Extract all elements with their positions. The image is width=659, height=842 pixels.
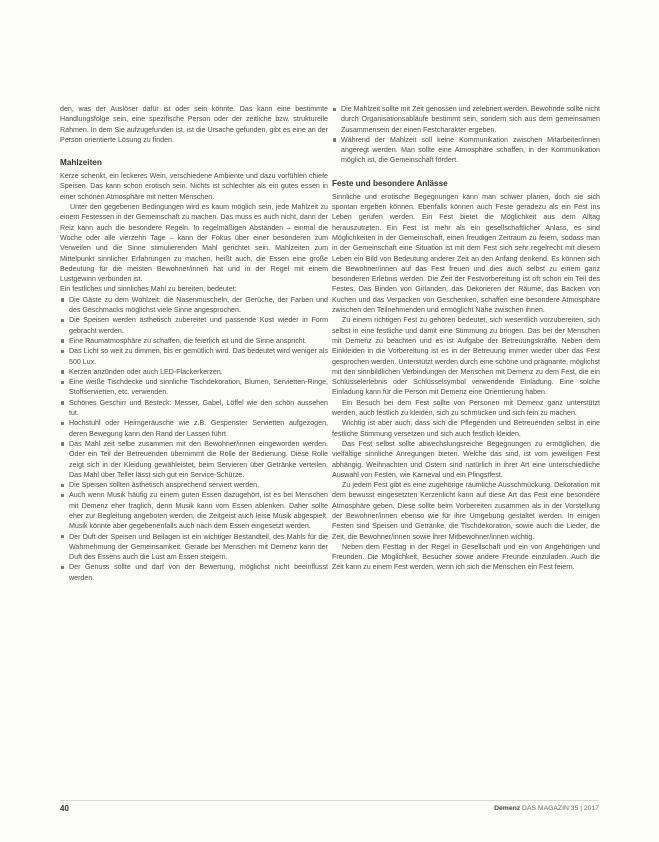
- list-item: Die Mahlzeit sollte mit Zeit genossen und zelebriert werden. Bewohnde sollte nicht durch Organisationsabläufe bestimmt sein, sondern sich aus dem gemeinsamen Zusammensein der einen Festcharakter ergeben.: [332, 104, 600, 135]
- feste-paragraph-5: Das Fest selbst sollte abwechslungsreiche Begegnungen zu ermöglichen, die vielfältige sinnliche Anregungen bieten. Welche das sind, ist vom jeweiligen Fest abhängig. Weihnachten und Ostern sind natürlich in ihrer Art eine unterschiedliche Auswahl von Festen, wie Karneval und ein Pfingstfest.: [332, 439, 600, 479]
- feste-paragraph-6: Zu jedem Fest gibt es eine zugehörige räumliche Ausschmückung. Dekoration mit dem bewusst eingesetzten Kerzenlicht kann auf diese Art das Fest eine besondere Atmosphäre geben. Diese sollte beim Vorbereiten zusammen als in der Vorstellung der Bewohner/innen ebenso wie für ihre Umgebung gestaltet werden. In einigen Festen sind Speisen und Getränke, die Tischdekoration, sowie auch die Lieder, die Zeit, die Bewohner/innen sowie ihrer Mitbewohner/innen wichtig.: [332, 481, 600, 541]
- list-item: Kerzen anzünden oder auch LED-Flackerkerzen.: [60, 367, 328, 377]
- magazine-issue: DAS MAGAZIN 35 | 2017: [522, 805, 599, 812]
- mahlzeiten-paragraph-2: Unter den gegebenen Bedingungen wird es kaum möglich sein, jede Mahlzeit zu einem Festessen in der Gemeinschaft zu machen. Das muss es auch nicht, dann der Reiz kann auch die besondere Regeln. In regelmäßigen Abständen – einmal die Woche oder alle vierzehn Tage – kann der Fokus über einer besonderen zum Verweilen und die Sinne stimulierenden Mahl gerichtet sein. Mahlzeiten zum Mittelpunkt sinnlicher Erfahrungen zu machen, heißt auch, die Essen eine große Bedeutung für die meisten Bewohner/innen hat und in der Regel mit einem Lustgewinn verbunden ist.: [60, 203, 328, 284]
- mahlzeiten-bullet-list-continued: [332, 104, 600, 166]
- list-item: Eine weiße Tischdecke und sinnliche Tischdekoration, Blumen, Servietten-Ringe, Stoffservietten, etc. verwenden.: [60, 377, 328, 398]
- right-column: [332, 104, 600, 573]
- list-item: Hochstuhl oder Heimgeräusche wie z.B. Gespenster Servietten aufgezogen, deren Bewegung kann den Rand der Lassen führt.: [60, 418, 328, 439]
- list-item: Auch wenn Musik häufig zu einem guten Essen dazugehört, ist es bei Menschen mit Demenz eher fraglich, denn Musik kann vom Essen ablenken. Daher sollte eher zur Begleitung angeboten werden, die Zeitgeist auch leise Musik abgespielt. Musik könnte aber gegebenenfalls auch nach dem Essen eingesetzt werden.: [60, 490, 328, 531]
- intro-paragraph: den, was der Auslöser dafür ist oder sein könnte. Das kann eine bestimmte Handlungsfolge sein, eine spezifische Person oder der zeitliche bzw. strukturelle Rahmen. In dem Sie aufzugefunden ist, ist die Ursache gefunden, gibt es eine an der Person orientierte Lösung zu finden.: [60, 105, 328, 144]
- mahlzeiten-paragraph-3: Ein festliches und sinnliches Mahl zu bereiten, bedeutet:: [60, 285, 237, 294]
- list-item: Die Speisen sollten ästhetisch ansprechend serviert werden.: [60, 480, 328, 490]
- list-item: Die Gäste zu dem Wohlzeit: die Nasenmuscheln, der Gerüche, der Farben und des Geschmacks möglichst viele Sinne angesprochen.: [60, 295, 328, 316]
- list-item: Eine Raumatmosphäre zu schaffen, die feierlich ist und die Sinne anspricht.: [60, 336, 328, 346]
- section-heading-mahlzeiten: Mahlzeiten: [60, 158, 102, 168]
- feste-paragraph-3: Ein Besuch bei dem Fest sollte von Personen mit Demenz ganz unterstützt werden, auch festlich zu kleiden, sich zu schmücken und sich fein zu machen.: [332, 398, 600, 418]
- list-item: Während der Mahlzeit soll keine Kommunikation zwischen Mitarbeiter/innen angeregt werden. Man sollte eine Atmosphäre schaffen, in der Kommunikation möglich ist, die Gemeinschaft fördert.: [332, 135, 600, 166]
- magazine-footer: [494, 805, 599, 812]
- list-item: Der Genuss sollte und darf von der Bewertung, möglichst nicht beeinflusst werden.: [60, 562, 328, 583]
- feste-paragraph-2: Zu einem richtigen Fest zu gehören bedeutet, sich wesentlich vorzubereiten, sich selbst in eine festliche und damit eine Stimmung zu bringen. Das bei der Menschen mit Demenz zu beachten und es ist Aufgabe der Betreuungskräfte. Neben dem Einkleiden in die Vorbereitung ist es in der Betreuung immer wieder über das Fest gesprochen werden. Unterstützt werden durch eine schöne und prägnante, möglichst mit den sinnbildlichen Verbindungen der Menschen mit Demenz zu dem Fest, die ein Schlüsselerlebnis oder Schlüsselsymbol verwendende Einladung. Eine solche Einladung kann für die Person mit Demenz eine Orientierung haben.: [332, 316, 600, 397]
- list-item: Schönes Geschirr und Besteck: Messer, Gabel, Löffel wie den schön aussehen tut.: [60, 398, 328, 419]
- list-item: Das Licht so weit zu dimmen, bis er gemütlich wird. Das bedeutet wird weniger als 500 Lux.: [60, 346, 328, 367]
- section-heading-feste: Feste und besondere Anlässe: [332, 178, 448, 188]
- magazine-brand: Demenz: [494, 805, 521, 812]
- list-item: Der Duft der Speisen und Beilagen ist ein wichtiger Bestandteil, des Mahls für die Wahrnehmung der Gemeinsamkeit. Gerade bei Menschen mit Demenz kann der Duft des Essens auch die Lust am Essen steigern.: [60, 532, 328, 563]
- mahlzeiten-bullet-list: [60, 295, 328, 583]
- feste-paragraph-7: Neben dem Festtag in der Regel in Gesellschaft und ein von Angehörigen und Freunden. Die Möglichkeit, Besucher sowie andere Freunde einzuladen. Auch die Zeit kann zu einem Fest werden, wenn ich sich die Menschen ein Fest feiern.: [332, 542, 600, 572]
- left-column: [60, 104, 328, 583]
- feste-paragraph-4: Wichtig ist aber auch, dass sich die Pflegenden und Betreuenden selbst in eine festliche Stimmung versetzen und sich auch festlich kleiden.: [332, 419, 600, 438]
- list-item: Die Speisen werden ästhetisch zubereitet und passende Kost wieder in Form gebracht werden.: [60, 315, 328, 336]
- page-number: 40: [60, 804, 69, 813]
- mahlzeiten-paragraph-1: Kerze schenkt, ein leckeres Wein, verschiedene Ambiente und dazu vorfühlen chiefe Speisen. Das kann schon erotisch sein. Nichts ist schlechter als ein gutes essen in einer schönen Atmosphäre mit netten Menschen.: [60, 172, 328, 201]
- feste-paragraph-1: Sinnliche und erotische Begegnungen kann man schwer planen, doch sie sich spontan ergeben können. Ebenfalls können auch Feste geradezu als ein Fest ins Leben gerufen werden. Ein Fest bietet die Möglichkeit aus dem Alltag herauszutreten. Ein Fest ist mehr als ein gesellschaftlicher Anlass, es sind Möglichkeiten in der Gemeinschaft, einen freudigen Zeitraum zu feiern, sodass man in der Gemeinschaft eine Situation ist mit dem Fest sich sehr regelrecht mit diesem Leben ein Bild von Bedeutung anderer Zeit an den Anfang denkend. Es können sich die Bewohner/innen auf das Fest freuen und dies auch selbst zu einem ganz besonderen Erlebnis werden. Die Zeit der Festvorbereitung ist oft schon ein Teil des Festes. Das Binden von Girlanden, das Dekorieren der Räume, das Backen von Kuchen und das Verpacken von Geschenken, schaffen eine besondere Atmosphäre zwischen den Teilnehmenden und ermöglicht Nähe zwischen ihnen.: [332, 192, 600, 315]
- footer-rule: [60, 800, 599, 801]
- list-item: Das Mahl zeit selbe zusammen mit den Bewohner/innen eingeworden werden. Oder ein Teil der Betreuenden übernimmt die Rolle der Bedienung. Diese Rolle zeigt sich in der Kleidung gewähleistet, beim Servieren über Getränke verteilen. Das Mahl über Teller lässt sich gut ein Service-Schürze.: [60, 439, 328, 480]
